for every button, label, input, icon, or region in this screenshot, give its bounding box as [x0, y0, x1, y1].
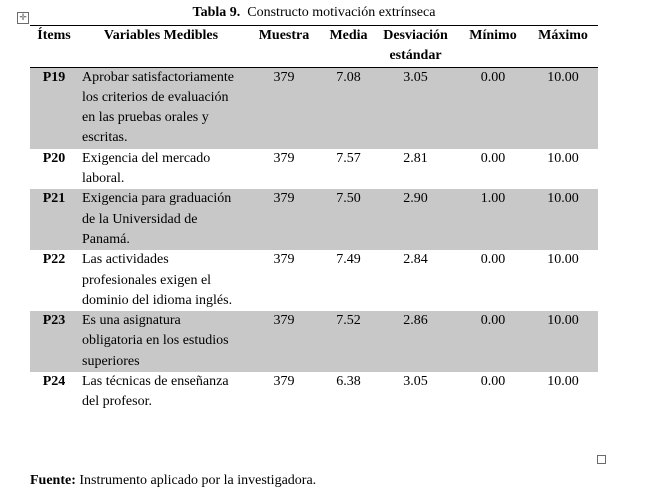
- table-row: [30, 67, 598, 149]
- table-row: [30, 311, 598, 372]
- row-minimo: 0.00: [458, 311, 528, 372]
- row-media: 7.50: [324, 189, 373, 250]
- row-minimo: 0.00: [458, 67, 528, 149]
- row-variable: Las actividades profesionales exigen el dominio del idioma inglés.: [82, 252, 233, 308]
- table-row: [30, 149, 598, 190]
- source-label: Fuente:: [30, 473, 76, 488]
- row-muestra: 379: [273, 374, 295, 390]
- table-row: [30, 250, 598, 311]
- header-desviacion-line2: estándar: [389, 48, 442, 64]
- header-desviacion-line1: Desviación: [383, 28, 448, 43]
- header-maximo: Máximo: [528, 26, 598, 68]
- row-media: 6.38: [336, 374, 361, 390]
- table-row: [30, 372, 598, 413]
- header-media: Media: [324, 26, 373, 68]
- row-media: 7.57: [336, 150, 361, 166]
- row-media: 7.08: [324, 67, 373, 149]
- row-muestra: 379: [273, 252, 295, 268]
- row-item: P24: [42, 374, 66, 390]
- row-item: P19: [30, 67, 78, 149]
- row-maximo: 10.00: [547, 150, 579, 166]
- header-muestra: Muestra: [244, 26, 324, 68]
- row-item: P22: [42, 252, 66, 268]
- header-variables: Variables Medibles: [78, 26, 244, 68]
- row-item: P21: [30, 189, 78, 250]
- row-desviacion: 2.86: [373, 311, 458, 372]
- row-variable: Exigencia para graduación de la Universidad de Panamá.: [78, 189, 244, 250]
- row-minimo: 0.00: [480, 150, 506, 166]
- table-title-label: Tabla 9.: [192, 5, 241, 20]
- header-minimo: Mínimo: [458, 26, 528, 68]
- row-minimo: 1.00: [458, 189, 528, 250]
- table-source-note: [30, 472, 316, 490]
- row-variable: Aprobar satisfactoriamente los criterios de evaluación en las pruebas orales y escritas.: [78, 67, 244, 149]
- table-title-text: Constructo motivación extrínseca: [247, 5, 436, 20]
- row-item: P23: [30, 311, 78, 372]
- table-row: [30, 189, 598, 250]
- source-text: Instrumento aplicado por la investigadora.: [79, 473, 317, 488]
- row-variable: Exigencia del mercado laboral.: [82, 150, 211, 187]
- row-minimo: 0.00: [480, 252, 506, 268]
- row-media: 7.49: [336, 252, 361, 268]
- row-maximo: 10.00: [547, 252, 579, 268]
- row-desviacion: 2.81: [403, 150, 428, 166]
- row-minimo: 0.00: [480, 374, 506, 390]
- row-maximo: 10.00: [528, 311, 598, 372]
- table-title: [30, 4, 598, 22]
- row-desviacion: 3.05: [373, 67, 458, 149]
- header-items: Ítems: [30, 26, 78, 68]
- row-muestra: 379: [244, 189, 324, 250]
- row-variable: Las técnicas de enseñanza del profesor.: [82, 374, 229, 410]
- table-header-row: [30, 26, 598, 68]
- row-maximo: 10.00: [528, 189, 598, 250]
- row-muestra: 379: [244, 311, 324, 372]
- row-desviacion: 2.90: [373, 189, 458, 250]
- row-maximo: 10.00: [547, 374, 579, 390]
- row-maximo: 10.00: [528, 67, 598, 149]
- row-variable: Es una asignatura obligatoria en los estudios superiores: [78, 311, 244, 372]
- statistics-table: [30, 25, 598, 413]
- row-media: 7.52: [324, 311, 373, 372]
- row-muestra: 379: [273, 150, 295, 166]
- row-desviacion: 3.05: [403, 374, 428, 390]
- row-muestra: 379: [244, 67, 324, 149]
- header-desviacion: [373, 26, 458, 68]
- table-move-handle-icon[interactable]: ✛: [17, 12, 29, 24]
- row-item: P20: [42, 150, 66, 166]
- table-resize-handle-icon[interactable]: [597, 455, 606, 464]
- row-desviacion: 2.84: [403, 252, 428, 268]
